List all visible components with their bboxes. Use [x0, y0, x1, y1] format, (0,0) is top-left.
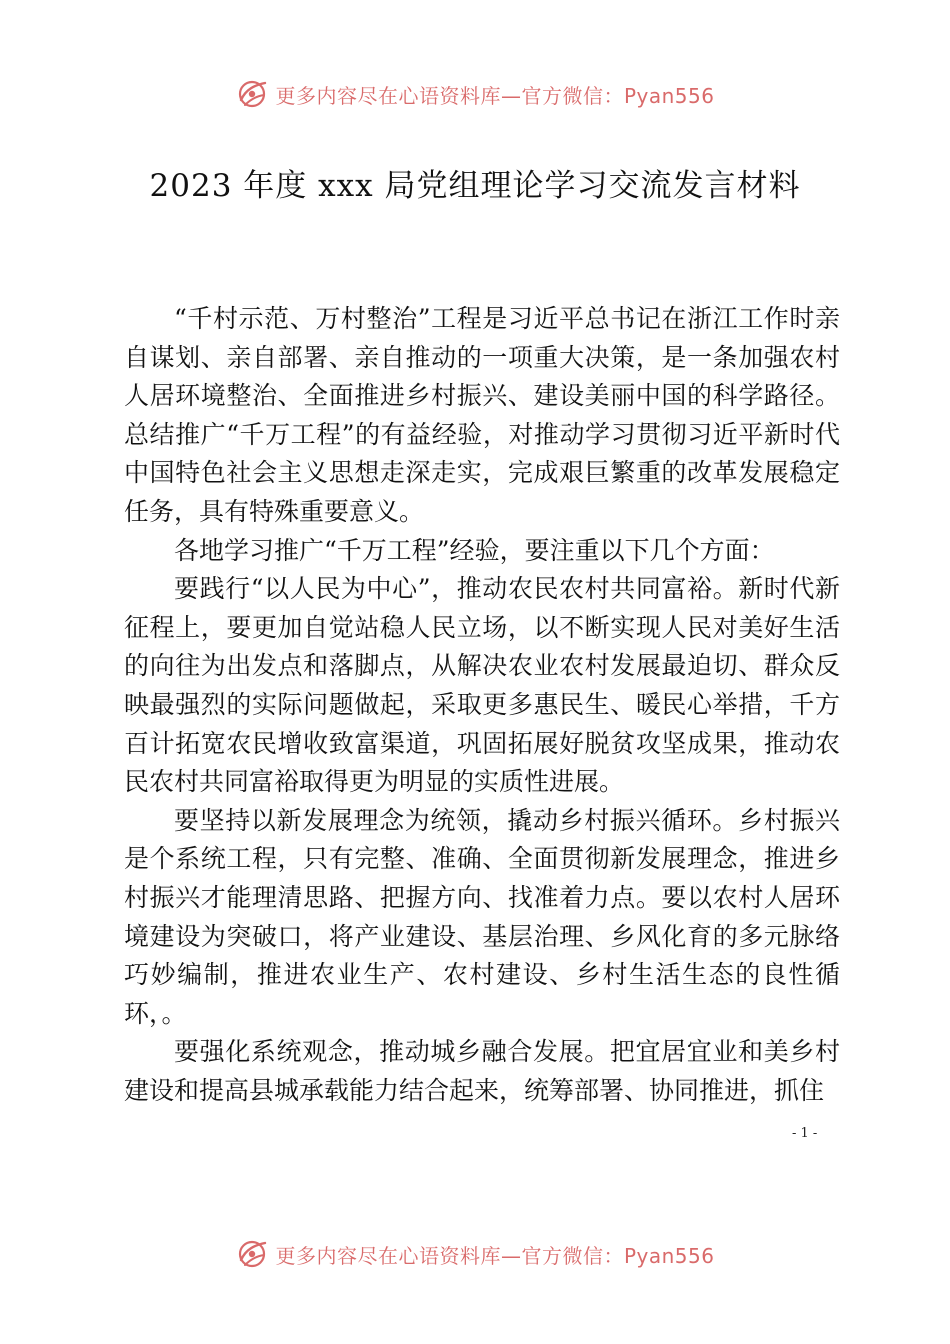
logo-icon [235, 1237, 269, 1271]
document-body [124, 300, 840, 1110]
document-title: 2023 年度 xxx 局党组理论学习交流发言材料 [149, 168, 801, 204]
footer-watermark [0, 1232, 950, 1276]
paragraph: “千村示范、万村整治”工程是习近平总书记在浙江工作时亲自谋划、亲自部署、亲自推动的一项重大决策，是一条加强农村人居环境整治、全面推进乡村振兴、建设美丽中国的科学路径。总结推广“千万工程”的有益经验，对推动学习贯彻习近平新时代中国特色社会主义思想走深走实，完成艰巨繁重的改革发展稳定任务，具有特殊重要意义。 [124, 304, 840, 526]
paragraph: 各地学习推广“千万工程”经验，要注重以下几个方面： [174, 535, 775, 565]
page-number: - 1 - [792, 1126, 818, 1141]
logo-icon [235, 77, 269, 111]
watermark-text: 更多内容尽在心语资料库—官方微信：Pyan556 [275, 83, 715, 108]
paragraph: 要强化系统观念，推动城乡融合发展。把宜居宜业和美乡村建设和提高县城承载能力结合起来，统筹部署、协同推进，抓住 [124, 1037, 840, 1105]
paragraph: 要践行“以人民为中心”，推动农民农村共同富裕。新时代新征程上，要更加自觉站稳人民立场，以不断实现人民对美好生活的向往为出发点和落脚点，从解决农业农村发展最迫切、群众反映最强烈的实际问题做起，采取更多惠民生、暖民心举措，千方百计拓宽农民增收致富渠道，巩固拓展好脱贫攻坚成果，推动农民农村共同富裕取得更为明显的实质性进展。 [124, 574, 840, 797]
header-watermark [0, 72, 950, 116]
watermark-text: 更多内容尽在心语资料库—官方微信：Pyan556 [275, 1243, 715, 1268]
paragraph: 要坚持以新发展理念为统领，撬动乡村振兴循环。乡村振兴是个系统工程，只有完整、准确、全面贯彻新发展理念，推进乡村振兴才能理清思路、把握方向、找准着力点。要以农村人居环境建设为突破口，将产业建设、基层治理、乡风化育的多元脉络巧妙编制，推进农业生产、农村建设、乡村生活生态的良性循环，。 [124, 805, 840, 1028]
